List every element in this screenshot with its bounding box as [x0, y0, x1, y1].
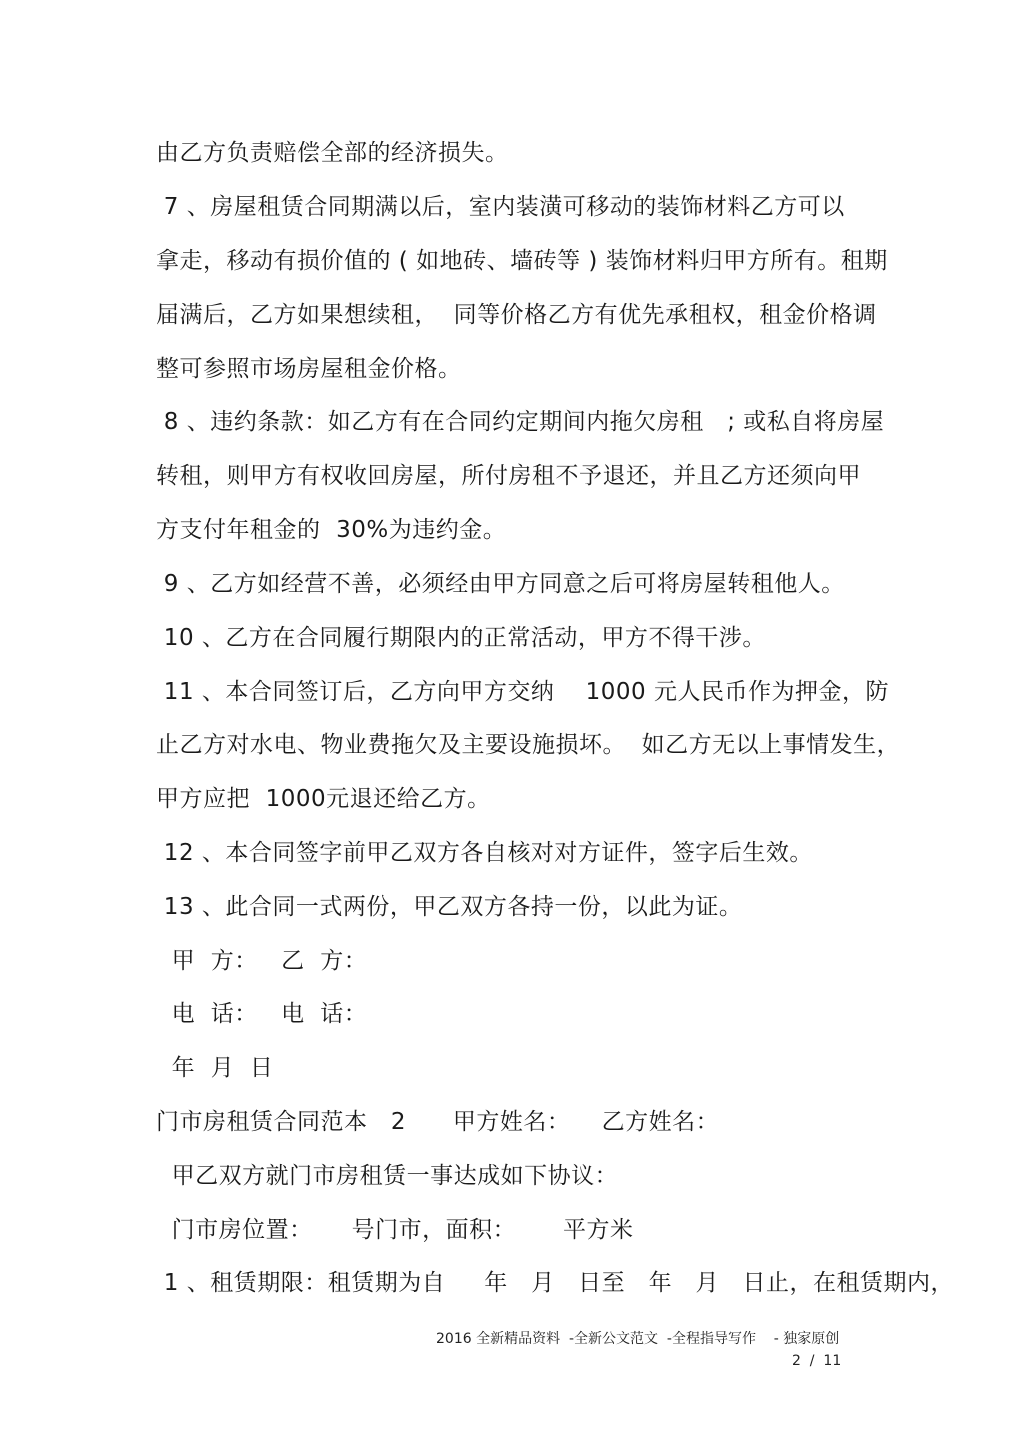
text-line: 12 、本合同签字前甲乙双方各自核对对方证件，签字后生效。 [156, 840, 813, 866]
text-line: 转租，则甲方有权收回房屋，所付房租不予退还，并且乙方还须向甲 [156, 463, 861, 489]
text-line: 9 、乙方如经营不善，必须经由甲方同意之后可将房屋转租他人。 [156, 571, 845, 597]
text-line: 拿走，移动有损价值的 ( 如地砖、墙砖等 ) 装饰材料归甲方所有。租期 [156, 248, 888, 274]
text-line: 整可参照市场房屋租金价格。 [156, 356, 462, 382]
text-line: 门市房位置： 号门市，面积： 平方米 [156, 1217, 634, 1243]
text-line: 11 、本合同签订后，乙方向甲方交纳 1000 元人民币作为押金，防 [156, 679, 889, 705]
text-line: 甲 方： 乙 方： [156, 948, 368, 974]
text-line: 13 、此合同一式两份，甲乙双方各持一份，以此为证。 [156, 894, 743, 920]
text-line: 届满后，乙方如果想续租， 同等价格乙方有优先承租权，租金价格调 [156, 302, 877, 328]
text-line: 7 、房屋租赁合同期满以后，室内装潢可移动的装饰材料乙方可以 [156, 194, 845, 220]
text-line: 8 、违约条款：如乙方有在合同约定期间内拖欠房租 ; 或私自将房屋 [156, 409, 885, 435]
footer-text: 2016 全新精品资料 -全新公文范文 -全程指导写作 - 独家原创 [436, 1331, 840, 1347]
text-line: 甲方应把 1000元退还给乙方。 [156, 786, 491, 812]
text-line: 电 话： 电 话： [156, 1001, 368, 1027]
text-line: 由乙方负责赔偿全部的经济损失。 [156, 140, 509, 166]
text-line: 1 、租赁期限：租赁期为自 年 月 日至 年 月 日止，在租赁期内， [156, 1270, 954, 1296]
text-line: 甲乙双方就门市房租赁一事达成如下协议： [156, 1163, 619, 1189]
text-line: 止乙方对水电、物业费拖欠及主要设施损坏。 如乙方无以上事情发生， [156, 732, 901, 758]
page-number: 2 / 11 [792, 1353, 842, 1369]
text-line: 方支付年租金的 30%为违约金。 [156, 517, 507, 543]
text-line: 门市房租赁合同范本 2 甲方姓名： 乙方姓名： [156, 1109, 720, 1135]
text-line: 10 、乙方在合同履行期限内的正常活动，甲方不得干涉。 [156, 625, 766, 651]
text-line: 年 月 日 [156, 1055, 274, 1081]
